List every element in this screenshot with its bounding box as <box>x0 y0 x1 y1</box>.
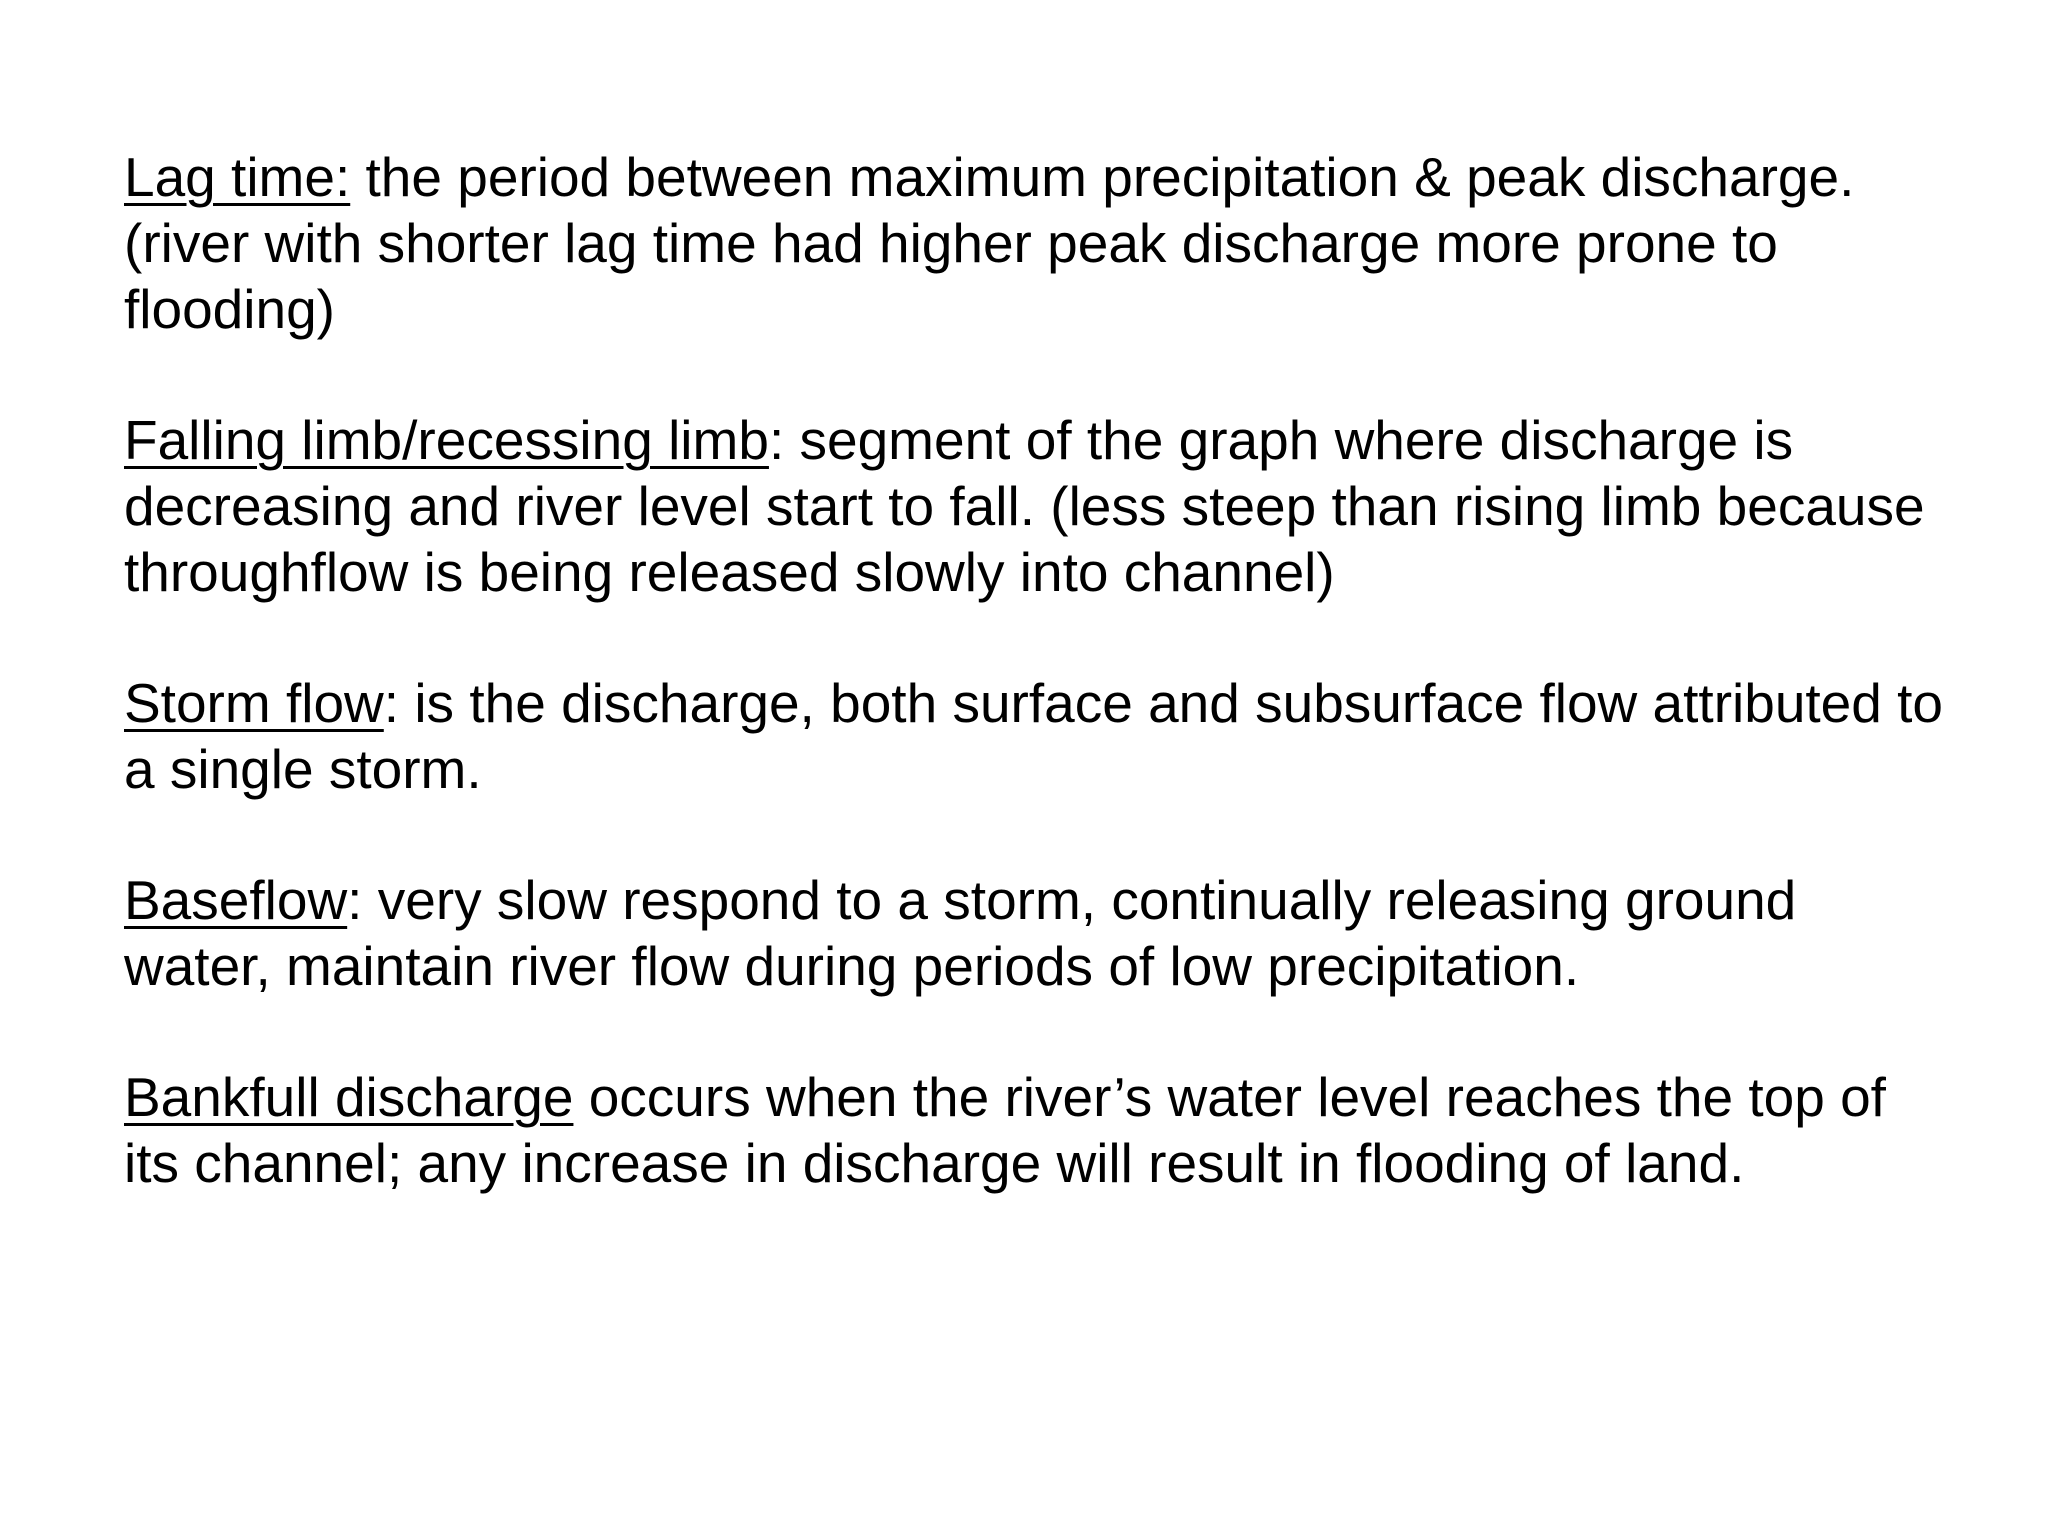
definition-storm-flow-body: : is the discharge, both surface and subsurface flow attributed to a single storm. <box>124 672 1944 800</box>
term-bankfull-discharge: Bankfull discharge <box>124 1066 574 1128</box>
term-lag-time: Lag time: <box>124 146 351 208</box>
definition-lag-time <box>124 144 1954 342</box>
definition-falling-limb <box>124 407 1954 605</box>
definition-falling-limb-body: : segment of the graph where discharge is decreasing and river level start to fall. (less steep than rising limb because throughflow is being released slowly into channel) <box>124 409 1925 603</box>
definition-bankfull-discharge-body: occurs when the river’s water level reaches the top of its channel; any increase in discharge will result in flooding of land. <box>124 1066 1886 1194</box>
term-baseflow: Baseflow <box>124 869 348 931</box>
definition-bankfull-discharge <box>124 1064 1954 1196</box>
term-falling-limb: Falling limb/recessing limb <box>124 409 769 471</box>
definition-lag-time-body: the period between maximum precipitation & peak discharge. (river with shorter lag time had higher peak discharge more prone to flooding) <box>124 146 1855 340</box>
definition-baseflow-body: : very slow respond to a storm, continually releasing ground water, maintain river flow during periods of low precipitation. <box>124 869 1797 997</box>
definition-baseflow <box>124 867 1954 999</box>
definition-storm-flow <box>124 670 1954 802</box>
term-storm-flow: Storm flow <box>124 672 384 734</box>
